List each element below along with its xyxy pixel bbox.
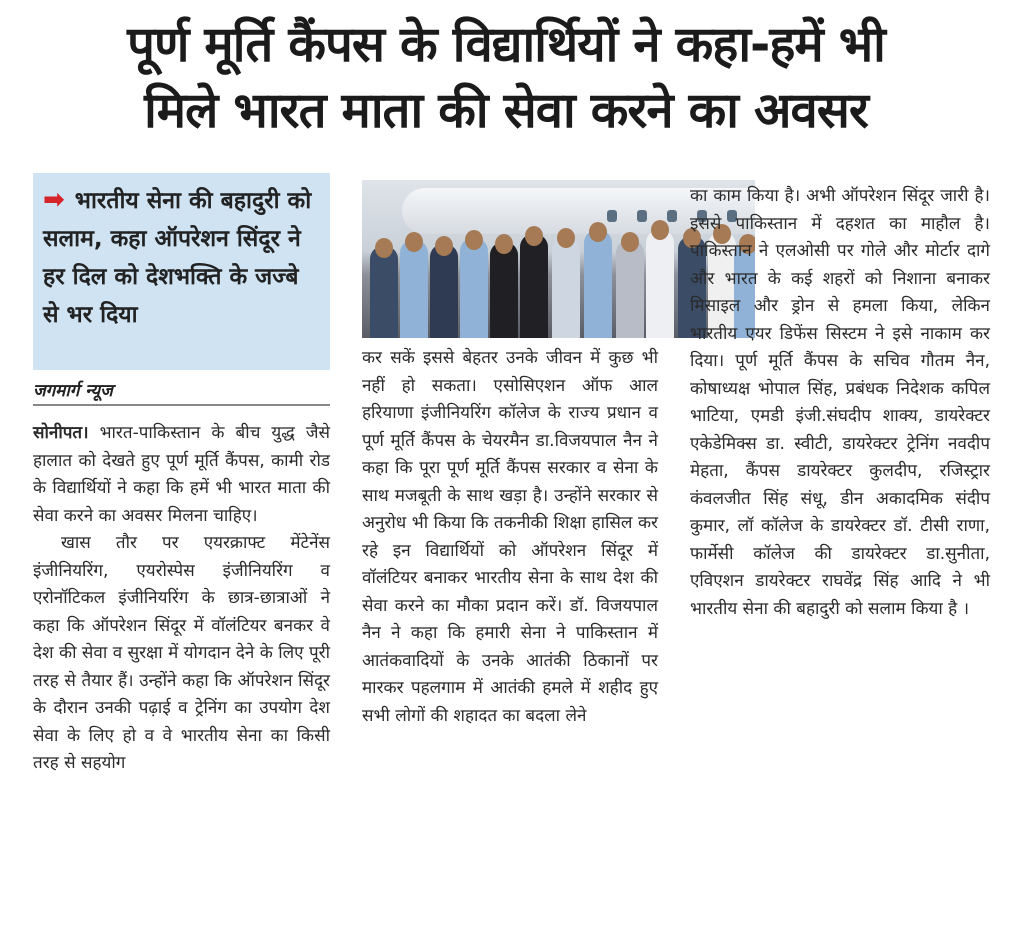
person: [460, 238, 488, 338]
person: [430, 244, 458, 338]
person-head: [495, 234, 513, 254]
article-column-1: [33, 420, 330, 778]
person-head: [525, 226, 543, 246]
aircraft-window: [667, 210, 677, 222]
article-column-2: [362, 345, 658, 730]
aircraft-window: [637, 210, 647, 222]
highlight-text: भारतीय सेना की बहादुरी को सलाम, कहा ऑपरेशन सिंदूर ने हर दिल को देशभक्ति के जज्बे से भर दिया: [43, 188, 312, 328]
person: [552, 236, 580, 338]
person-head: [621, 232, 639, 252]
paragraph-4: का काम किया है। अभी ऑपरेशन सिंदूर जारी है। इससे पाकिस्तान में दहशत का माहौल है। पाकिस्तान ने एलओसी पर गोले और मोर्टार दागे और भारत के कई शहरों को निशाना बनाकर मिसाइल और ड्रोन से हमला किया, लेकिन भारतीय एयर डिफेंस सिस्टम ने इसे नाकाम कर दिया। पूर्ण मूर्ति कैंपस के सचिव गौतम नैन, कोषाध्यक्ष भोपाल सिंह, प्रबंधक निदेशक कपिल भाटिया, एमडी इंजी.संघदीप शाक्य, डायरेक्टर एकेडेमिक्स डा. स्वीटी, डायरेक्टर ट्रेनिंग नवदीप मेहता, कैंपस डायरेक्टर कुलदीप, रजिस्ट्रार कंवलजीत सिंह संधू, डीन अकादमिक संदीप कुमार, लॉ कॉलेज के डायरेक्टर डॉ. टीसी राणा, फार्मेसी कॉलेज की डायरेक्टर डा.सुनीता, एविएशन डायरेक्टर राघवेंद्र सिंह आदि ने भी भारतीय सेना की बहादुरी को सलाम किया है ।: [690, 186, 990, 619]
person: [490, 242, 518, 338]
headline: [20, 12, 992, 144]
person-head: [435, 236, 453, 256]
paragraph-2: खास तौर पर एयरक्राफ्ट मेंटेनेंस इंजीनियरिंग, एयरोस्पेस इंजीनियरिंग व एरोनॉटिकल इंजीनियरिंग के छात्र-छात्राओं ने कहा कि ऑपरेशन सिंदूर में वॉलंटियर बनकर वे देश की सेवा व सुरक्षा में योगदान देने के लिए पूरी तरह से तैयार हैं। उन्होंने कहा कि ऑपरेशन सिंदूर के दौरान उनकी पढ़ाई व ट्रेनिंग का उपयोग देश सेवा के लिए हो व वे भारतीय सेना का किसी तरह से सहयोग: [33, 533, 330, 773]
person: [370, 246, 398, 338]
aircraft-window: [607, 210, 617, 222]
byline: जगमार्ग न्यूज: [33, 378, 330, 406]
headline-line-1: पूर्ण मूर्ति कैंपस के विद्यार्थियों ने कहा-हमें भी: [127, 16, 885, 73]
person-head: [557, 228, 575, 248]
person-head: [375, 238, 393, 258]
person-head: [651, 220, 669, 240]
highlight-box: [33, 173, 330, 370]
paragraph-1: भारत-पाकिस्तान के बीच युद्ध जैसे हालात को देखते हुए पूर्ण मूर्ति कैंपस, कामी रोड के विद्यार्थियों ने कहा कि हमें भी भारत माता की सेवा करने का अवसर मिलना चाहिए।: [33, 423, 331, 526]
person-head: [589, 222, 607, 242]
person: [584, 230, 612, 338]
headline-line-2: मिले भारत माता की सेवा करने का अवसर: [144, 82, 868, 139]
person-head: [465, 230, 483, 250]
person: [400, 240, 428, 338]
dateline-place: सोनीपत।: [33, 423, 89, 443]
person-head: [405, 232, 423, 252]
person: [616, 240, 644, 338]
person: [646, 230, 674, 338]
red-arrow-icon: ➡: [43, 185, 65, 215]
person: [520, 234, 548, 338]
article-column-3: [690, 183, 990, 623]
paragraph-3: कर सकें इससे बेहतर उनके जीवन में कुछ भी नहीं हो सकता। एसोसिएशन ऑफ आल हरियाणा इंजीनियरिंग कॉलेज के राज्य प्रधान व पूर्ण मूर्ति कैंपस के चेयरमैन डा.विजयपाल नैन ने कहा कि पूरा पूर्ण मूर्ति कैंपस सरकार व सेना के साथ मजबूती के साथ खड़ा है। उन्होंने सरकार से अनुरोध भी किया कि तकनीकी शिक्षा हासिल कर रहे इन विद्यार्थियों को ऑपरेशन सिंदूर में वॉलंटियर बनाकर भारतीय सेना के साथ देश की सेवा करने का मौका प्रदान करें। डॉ. विजयपाल नैन ने कहा कि हमारी सेना ने पाकिस्तान में आतंकवादियों के उनके आतंकी ठिकानों पर मारकर पहलगाम में आतंकी हमले में शहीद हुए सभी लोगों की शहादत का बदला लेने: [362, 348, 658, 726]
